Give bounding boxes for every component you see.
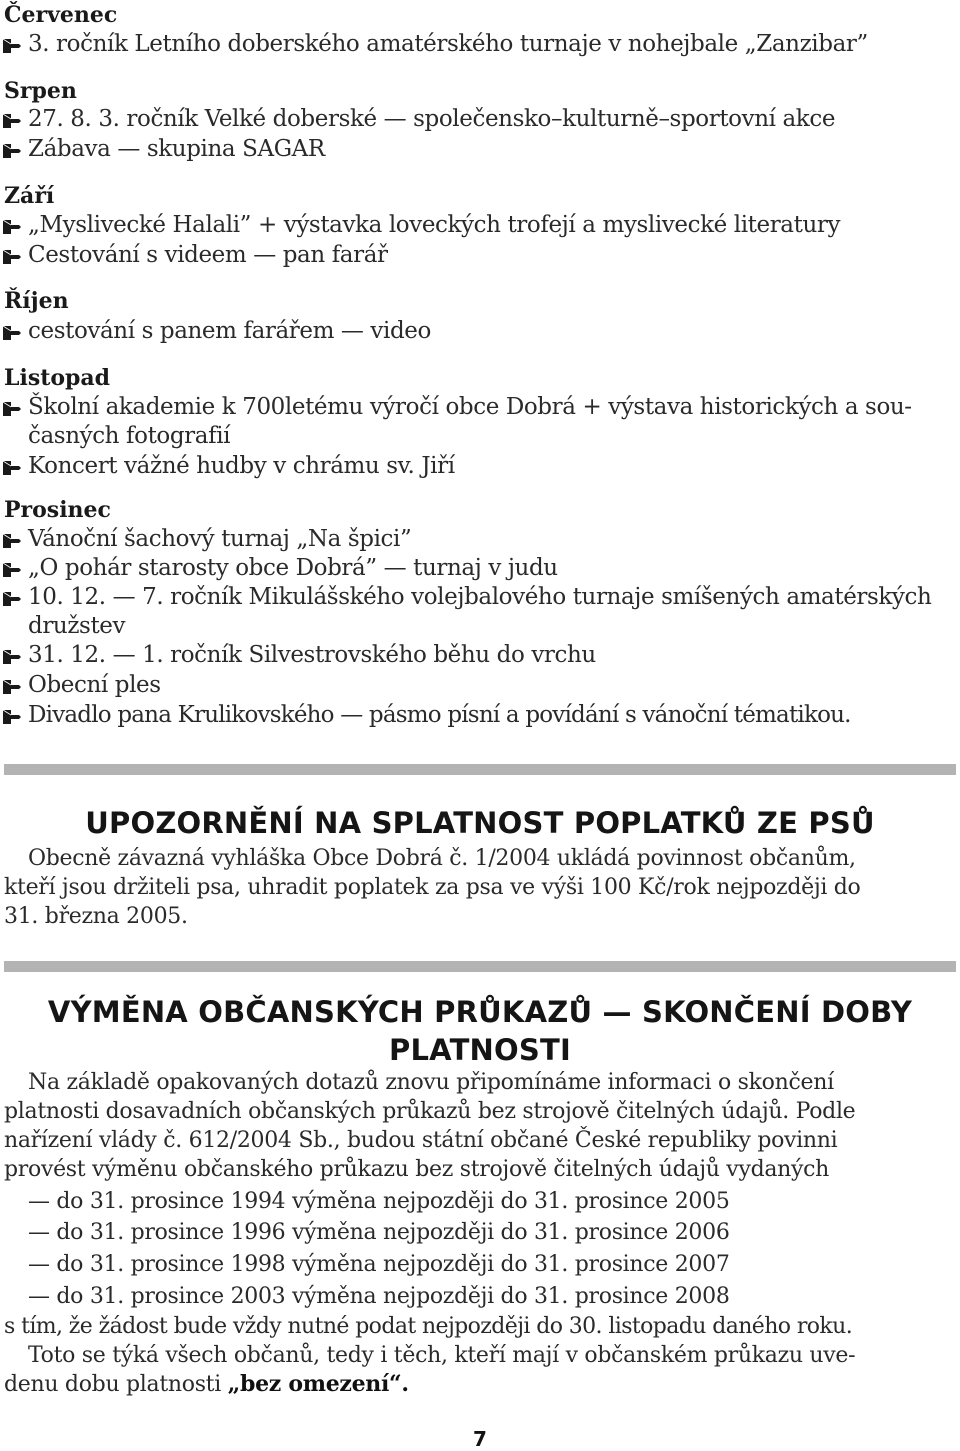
dog-fee-notice-title: UPOZORNĚNÍ NA SPLATNOST POPLATKŮ ZE PSŮ <box>85 806 875 840</box>
event-text: „Myslivecké Halali” + výstavka loveckých trofejí a myslivecké literatury <box>28 212 841 238</box>
month-heading-cervenec: Červenec <box>4 2 118 28</box>
bullet-arrow-icon <box>2 401 22 417</box>
bullet-arrow-icon <box>2 460 22 476</box>
bullet-arrow-icon <box>2 649 22 665</box>
event-text: 27. 8. 3. ročník Velké doberské — společensko–kulturně–sportovní akce <box>28 106 836 132</box>
bullet-arrow-icon <box>2 143 22 159</box>
event-text-continued: družstev <box>28 613 126 639</box>
event-text: „O pohár starosty obce Dobrá” — turnaj v judu <box>28 555 558 581</box>
paragraph-line: platnosti dosavadních občanských průkazů bez strojově čitelných údajů. Podle <box>4 1099 856 1124</box>
paragraph-line: Obecně závazná vyhláška Obce Dobrá č. 1/2004 ukládá povinnost občanům, <box>28 846 856 871</box>
event-text: Školní akademie k 700letému výročí obce Dobrá + výstava historických a sou- <box>28 394 912 420</box>
deadline-line: — do 31. prosince 2003 výměna nejpozději do 31. prosince 2008 <box>28 1284 730 1309</box>
paragraph-line: s tím, že žádost bude vždy nutné podat nejpozději do 30. listopadu daného roku. <box>4 1314 853 1339</box>
month-heading-listopad: Listopad <box>4 365 111 391</box>
event-text: Zábava — skupina SAGAR <box>28 136 325 162</box>
paragraph-line: nařízení vlády č. 612/2004 Sb., budou státní občané České republiky povinni <box>4 1128 838 1153</box>
bullet-arrow-icon <box>2 219 22 235</box>
month-heading-zari: Září <box>4 183 55 209</box>
bullet-arrow-icon <box>2 249 22 265</box>
event-text: Obecní ples <box>28 672 161 698</box>
bullet-arrow-icon <box>2 38 22 54</box>
section-divider <box>4 961 956 972</box>
event-text: cestování s panem farářem — video <box>28 318 431 344</box>
bullet-arrow-icon <box>2 709 22 725</box>
month-heading-rijen: Říjen <box>4 288 69 314</box>
bullet-arrow-icon <box>2 113 22 129</box>
bullet-arrow-icon <box>2 325 22 341</box>
event-text: Vánoční šachový turnaj „Na špici” <box>28 526 412 552</box>
paragraph-line: 31. března 2005. <box>4 904 188 929</box>
bullet-arrow-icon <box>2 533 22 549</box>
event-text: Koncert vážné hudby v chrámu sv. Jiří <box>28 453 455 479</box>
event-text: 31. 12. — 1. ročník Silvestrovského běhu do vrchu <box>28 642 596 668</box>
bold-phrase: „bez omezení“. <box>227 1371 409 1397</box>
paragraph-line: kteří jsou držiteli psa, uhradit poplatek za psa ve výši 100 Kč/rok nejpozději do <box>4 875 861 900</box>
paragraph-line <box>4 1370 409 1399</box>
month-heading-prosinec: Prosinec <box>4 497 111 523</box>
bullet-arrow-icon <box>2 562 22 578</box>
month-heading-srpen: Srpen <box>4 78 77 104</box>
paragraph-text: denu dobu platnosti <box>4 1372 228 1397</box>
event-text: Cestování s videem — pan farář <box>28 242 388 268</box>
paragraph-line: Toto se týká všech občanů, tedy i těch, kteří mají v občanském průkazu uve- <box>28 1343 856 1368</box>
bullet-arrow-icon <box>2 679 22 695</box>
section-divider <box>4 764 956 775</box>
paragraph-line: Na základě opakovaných dotazů znovu připomínáme informaci o skončení <box>28 1070 834 1095</box>
event-text: 10. 12. — 7. ročník Mikulášského volejbalového turnaje smíšených amatérských <box>28 584 932 610</box>
id-card-notice-title: VÝMĚNA OBČANSKÝCH PRŮKAZŮ — SKONČENÍ DOBY <box>47 995 913 1029</box>
deadline-line: — do 31. prosince 1996 výměna nejpozději do 31. prosince 2006 <box>28 1220 730 1245</box>
id-card-notice-title-cont: PLATNOSTI <box>389 1033 571 1067</box>
deadline-line: — do 31. prosince 1998 výměna nejpozději do 31. prosince 2007 <box>28 1252 730 1277</box>
paragraph-line: provést výměnu občanského průkazu bez strojově čitelných údajů vydaných <box>4 1157 830 1182</box>
page-number: 7 <box>473 1427 487 1451</box>
event-text: 3. ročník Letního doberského amatérského turnaje v nohejbale „Zanzibar” <box>28 31 868 57</box>
event-text: Divadlo pana Krulikovského — pásmo písní a povídání s vánoční tématikou. <box>28 702 851 728</box>
event-text-continued: časných fotografií <box>28 423 231 449</box>
deadline-line: — do 31. prosince 1994 výměna nejpozději do 31. prosince 2005 <box>28 1189 730 1214</box>
bullet-arrow-icon <box>2 591 22 607</box>
